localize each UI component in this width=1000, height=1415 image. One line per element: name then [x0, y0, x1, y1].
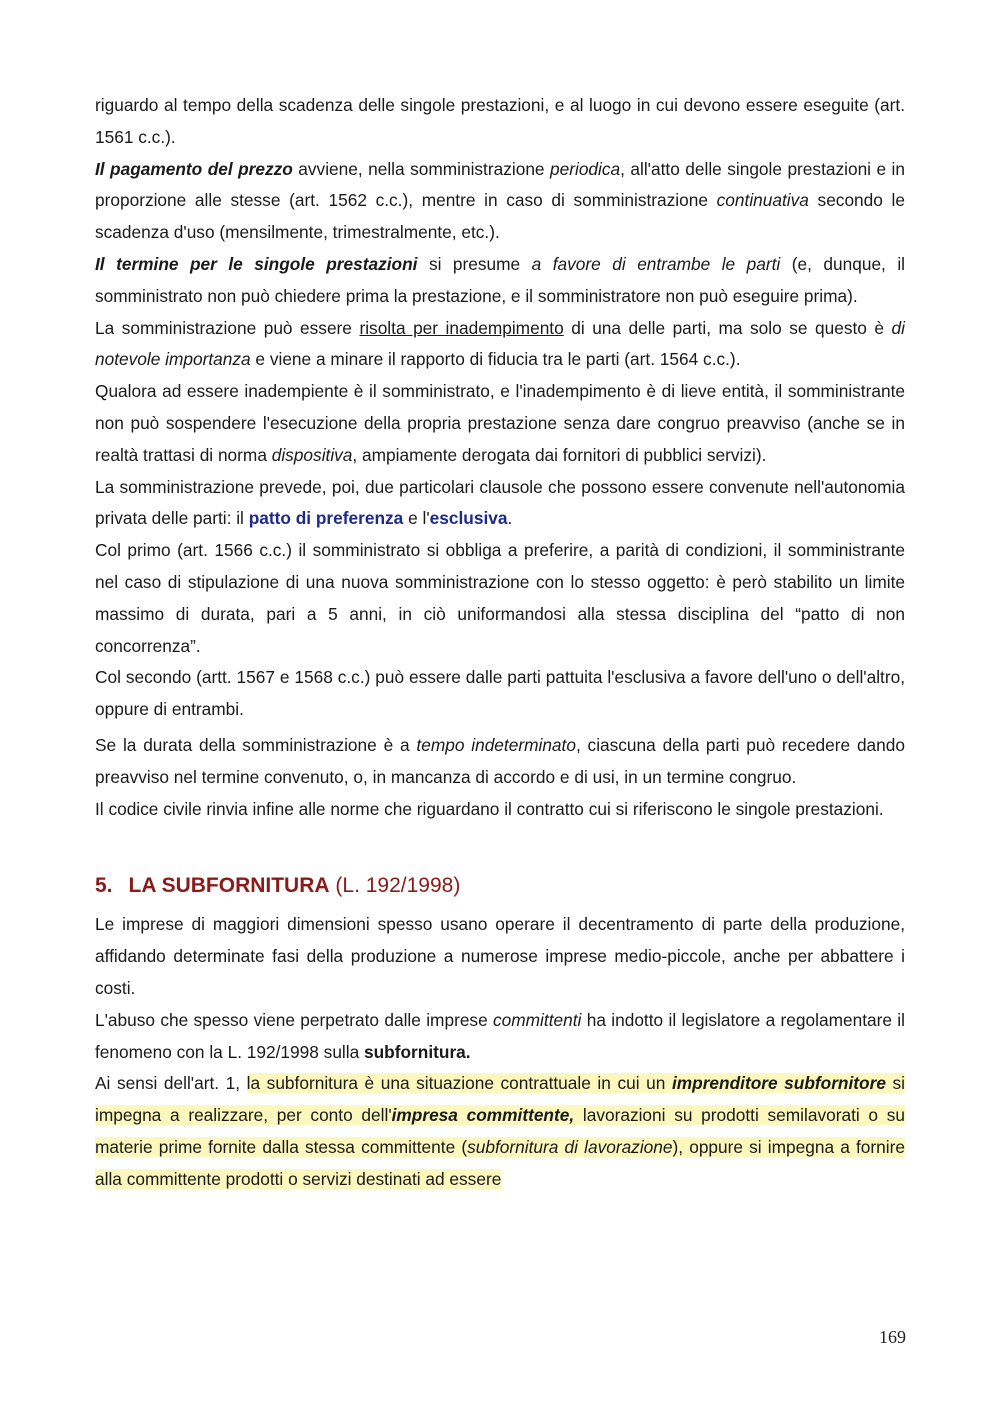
delivery-term-heading: Il termine per le singole prestazioni: [95, 253, 418, 274]
paragraph-4-text-3: e viene a minare il rapporto di fiducia tra le parti (art. 1564 c.c.).: [250, 349, 741, 370]
paragraph-2: [95, 154, 905, 249]
preference-pact-term: patto di preferenza: [248, 508, 404, 529]
exclusive-term: esclusiva: [429, 508, 508, 529]
paragraph-8: [95, 662, 905, 726]
definition-highlight-1: la subfornitura è una situazione contrattuale in cui un: [246, 1073, 672, 1094]
termination-underlined: risolta per inadempimento: [359, 317, 564, 338]
definition-highlight-3: lavorazioni su prodotti semilavorati o su materie prime fornite dalla stessa committente (: [95, 1105, 905, 1157]
paragraph-4-text-1: La somministrazione può essere: [95, 317, 360, 338]
paragraph-9-text-1: Se la durata della somministrazione è a: [95, 734, 417, 755]
section-number: 5.: [95, 874, 113, 898]
page-number: 169: [879, 1327, 906, 1347]
section-paragraph-3: [95, 1068, 905, 1195]
payment-term-heading: Il pagamento del prezzo: [95, 158, 293, 179]
paragraph-2-text-3: secondo le scadenza d'uso (mensilmente, trimestralmente, etc.).: [95, 190, 906, 243]
paragraph-7-text: Col primo (art. 1566 c.c.) il somministrato si obbliga a preferire, a parità di condizioni, il somministrante nel caso di stipulazione di una nuova somministrazione con lo stesso oggetto: è però stabilito un limite massimo di durata, pari a 5 anni, in ciò uniformandosi alla stessa disciplina del “patto di non concorrenza”.: [95, 540, 905, 656]
subcontractor-term: imprenditore subfornitore: [671, 1073, 886, 1094]
paragraph-3-text-2: (e, dunque, il somministrato non può chiedere prima la prestazione, e il somministratore non può eseguire prima).: [95, 253, 906, 306]
both-parties-emphasis: a favore di entrambe le parti: [531, 253, 781, 274]
paragraph-1: [95, 90, 905, 154]
paragraph-5-text-2: , ampiamente derogata dai fornitori di pubblici servizi).: [352, 444, 767, 465]
paragraph-5-text-1: Qualora ad essere inadempiente è il somministrato, e l'inadempimento è di lieve entità, il somministrante non può sospendere l'esecuzione della propria prestazione senza dare congruo preavviso (anche se in realtà trattasi di norma: [95, 381, 905, 465]
section-paragraph-2-text-1: L'abuso che spesso viene perpetrato dalle imprese: [95, 1009, 494, 1030]
paragraph-8-text: Col secondo (artt. 1567 e 1568 c.c.) può essere dalle parti pattuita l'esclusiva a favore dell'uno o dell'altro, oppure di entrambi.: [95, 667, 905, 720]
paragraph-2-text-2: , all'atto delle singole prestazioni e in proporzione alle stesse (art. 1562 c.c.), mentre in caso di somministrazione: [95, 158, 905, 211]
section-paragraph-3-text-1: Ai sensi dell'art. 1,: [95, 1073, 247, 1094]
section-title: LA SUBFORNITURA: [128, 874, 330, 898]
paragraph-4: [95, 313, 905, 377]
section-paragraph-1: [95, 909, 905, 1004]
paragraph-2-text-1: avviene, nella somministrazione: [292, 158, 550, 179]
section-paragraph-2: [95, 1005, 905, 1069]
dispositiva-emphasis: dispositiva: [271, 444, 353, 465]
paragraph-6: [95, 472, 905, 536]
indefinite-time-emphasis: tempo indeterminato: [416, 734, 576, 755]
paragraph-1-text: riguardo al tempo della scadenza delle singole prestazioni, e al luogo in cui devono essere eseguite (art. 1561 c.c.).: [95, 95, 905, 147]
paragraph-6-text-1: La somministrazione prevede, poi, due particolari clausole che possono essere convenute nell'autonomia privata delle parti: il: [95, 476, 905, 529]
definition-highlight-4: ), oppure si impegna a fornire alla committente prodotti o servizi destinati ad essere: [95, 1136, 905, 1189]
processing-subcontract-term: subfornitura di lavorazione: [467, 1136, 673, 1157]
document-page: [95, 90, 905, 1196]
definition-highlight-2: si impegna a realizzare, per conto dell': [95, 1073, 906, 1126]
subfornitura-bold: subfornitura.: [364, 1041, 471, 1062]
paragraph-9: [95, 730, 905, 794]
notable-importance-emphasis: di notevole importanza: [95, 317, 905, 370]
paragraph-4-text-2: di una delle parti, ma solo se questo è: [563, 317, 892, 338]
continuativa-emphasis: continuativa: [716, 190, 809, 211]
paragraph-6-text-3: .: [507, 508, 513, 529]
section-law-reference: (L. 192/1998): [329, 874, 461, 898]
section-heading: [95, 869, 905, 903]
periodica-emphasis: periodica: [550, 158, 621, 179]
paragraph-10-text: Il codice civile rinvia infine alle norme che riguardano il contratto cui si riferiscono le singole prestazioni.: [95, 798, 884, 819]
committenti-emphasis: committenti: [493, 1009, 582, 1030]
paragraph-9-text-2: , ciascuna della parti può recedere dando preavviso nel termine convenuto, o, in mancanza di accordo e di usi, in un termine congruo.: [95, 734, 905, 787]
section-paragraph-1-text: Le imprese di maggiori dimensioni spesso usano operare il decentramento di parte della produzione, affidando determinate fasi della produzione a numerose imprese medio-piccole, anche per abbattere i costi.: [95, 914, 905, 998]
paragraph-5: [95, 376, 905, 471]
section-paragraph-2-text-2: ha indotto il legislatore a regolamentare il fenomeno con la L. 192/1998 sulla: [95, 1009, 905, 1062]
paragraph-7: [95, 535, 905, 662]
paragraph-10: [95, 794, 905, 826]
paragraph-3: [95, 249, 905, 313]
commissioning-company-term: impresa committente,: [391, 1105, 575, 1126]
paragraph-6-text-2: e l': [403, 508, 430, 529]
paragraph-3-text-1: si presume: [417, 253, 532, 274]
